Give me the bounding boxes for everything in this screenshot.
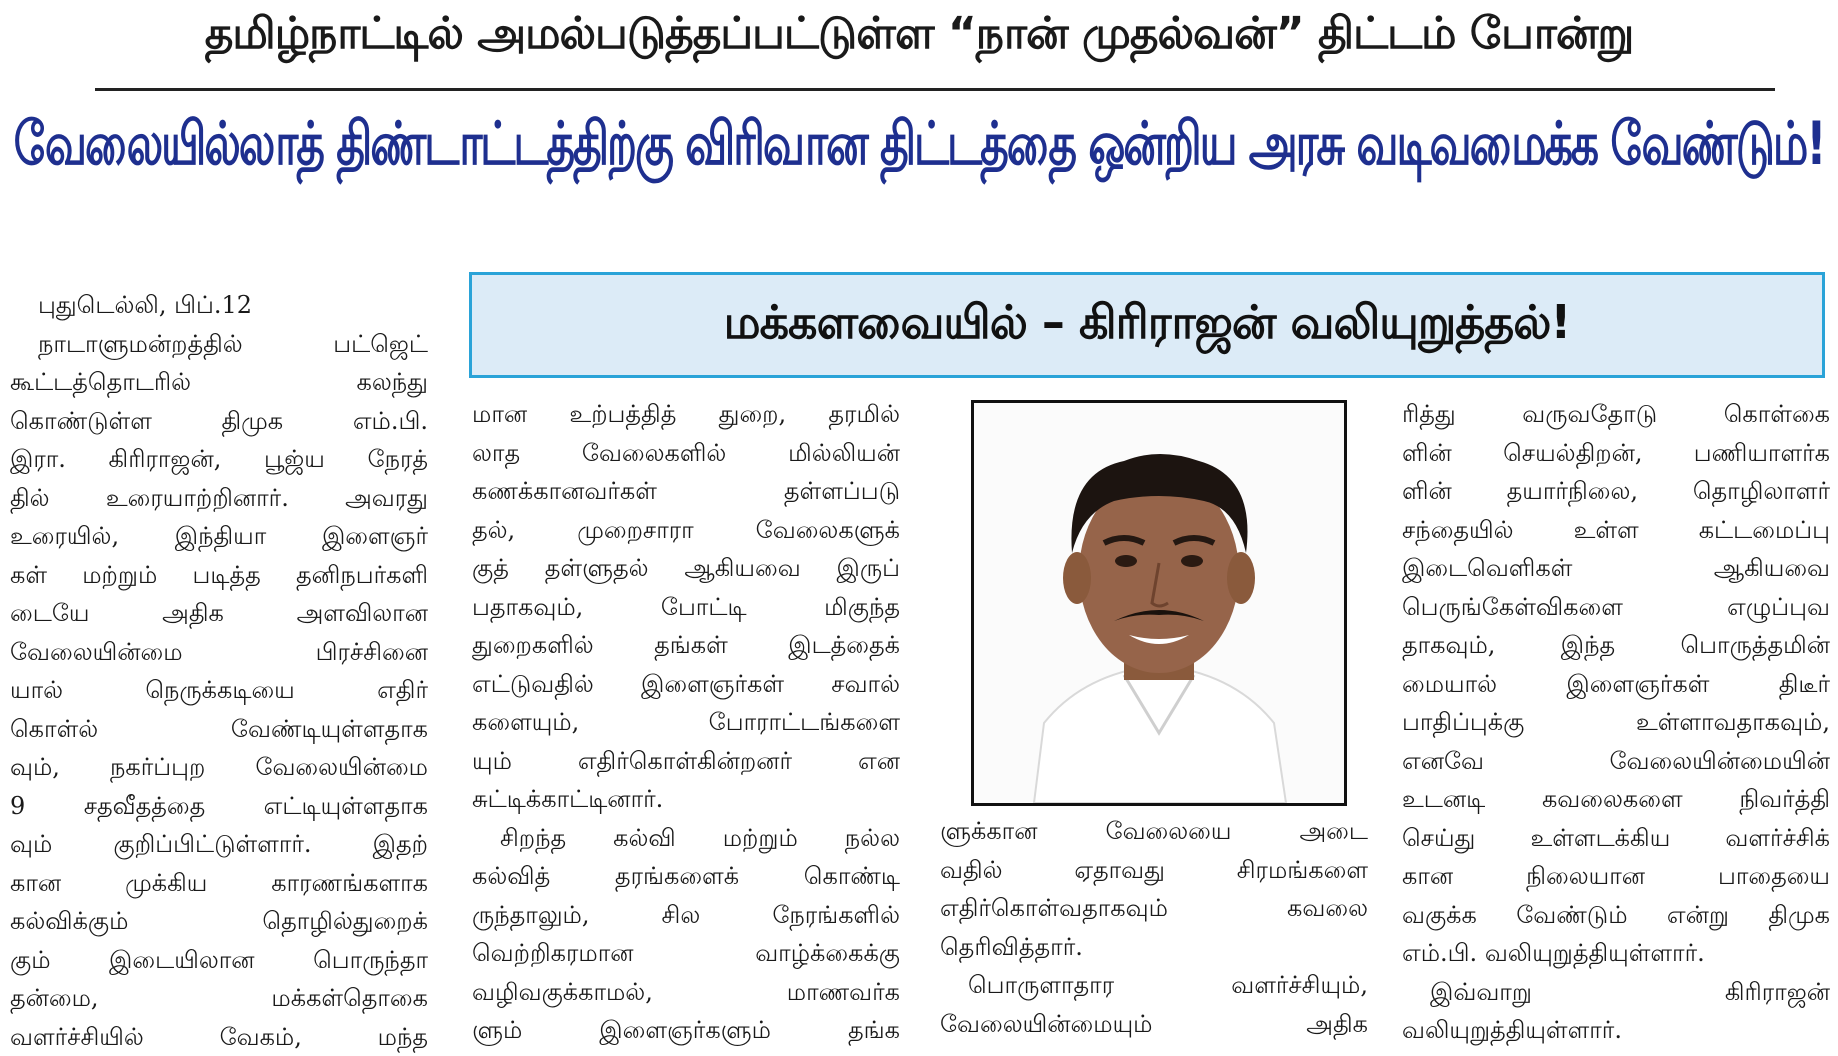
text-line: பெருங்கேள்விகளை எழுப்புவ: [1402, 588, 1830, 627]
text-line: கும் இடையிலான பொருந்தா: [10, 941, 428, 980]
text-line: ளின் தயார்நிலை, தொழிலாளர்: [1402, 472, 1830, 511]
text-line: சிறந்த கல்வி மற்றும் நல்ல: [472, 819, 900, 858]
portrait-illustration: [974, 403, 1344, 803]
text-line: மையால் இளைஞர்கள் திடீர்: [1402, 665, 1830, 704]
text-line: வழிவகுக்காமல், மாணவர்க: [472, 973, 900, 1012]
text-line: களையும், போராட்டங்களை: [472, 703, 900, 742]
text-line: கல்வித் தரங்களைக் கொண்டி: [472, 857, 900, 896]
text-line: கான நிலையான பாதையை: [1402, 857, 1830, 896]
text-line: பாதிப்புக்கு உள்ளாவதாகவும்,: [1402, 703, 1830, 742]
text-line: தல், முறைசாரா வேலைகளுக்: [472, 511, 900, 550]
text-line: தன்மை, மக்கள்தொகை: [10, 979, 428, 1018]
text-line: வகுக்க வேண்டும் என்று திமுக: [1402, 896, 1830, 935]
text-line: மான உற்பத்தித் துறை, தரமில்: [472, 395, 900, 434]
text-line: இரா. கிரிராஜன், பூஜ்ய நேரத்: [10, 440, 428, 479]
text-line: செய்து உள்ளடக்கிய வளர்ச்சிக்: [1402, 819, 1830, 858]
text-line: ளும் இளைஞர்களும் தங்க: [472, 1011, 900, 1050]
text-line: லாத வேலைகளில் மில்லியன்: [472, 434, 900, 473]
article-column-4: [1402, 395, 1830, 1050]
text-line: துறைகளில் தங்கள் இடத்தைக்: [472, 626, 900, 665]
text-line: எட்டுவதில் இளைஞர்கள் சவால்: [472, 665, 900, 704]
text-line: இவ்வாறு கிரிராஜன்: [1402, 973, 1830, 1012]
text-line: பதாகவும், போட்டி மிகுந்த: [472, 588, 900, 627]
text-line: வதில் ஏதாவது சிரமங்களை: [940, 851, 1368, 890]
text-line: கொள்ல் வேண்டியுள்ளதாக: [10, 710, 428, 749]
text-line: சுட்டிக்காட்டினார்.: [472, 780, 900, 819]
text-line: உடனடி கவலைகளை நிவர்த்தி: [1402, 780, 1830, 819]
text-line: ளின் செயல்திறன், பணியாளர்க: [1402, 434, 1830, 473]
text-line: வும், நகர்ப்புற வேலையின்மை: [10, 748, 428, 787]
text-line: யும் எதிர்கொள்கின்றனர் என: [472, 742, 900, 781]
text-line: கள் மற்றும் படித்த தனிநபர்களி: [10, 556, 428, 595]
kicker-rule: [95, 88, 1775, 91]
text-line: கான முக்கிய காரணங்களாக: [10, 864, 428, 903]
text-line: வலியுறுத்தியுள்ளார்.: [1402, 1011, 1830, 1050]
text-line: ளுக்கான வேலையை அடை: [940, 812, 1368, 851]
text-line: தில் உரையாற்றினார். அவரது: [10, 479, 428, 518]
article-column-2: [472, 395, 900, 1050]
text-line: எதிர்கொள்வதாகவும் கவலை: [940, 889, 1368, 928]
text-line: ரித்து வருவதோடு கொள்கை: [1402, 395, 1830, 434]
dateline: புதுடெல்லி, பிப்.12: [10, 286, 428, 325]
text-line: எம்.பி. வலியுறுத்தியுள்ளார்.: [1402, 934, 1830, 973]
text-line: வெற்றிகரமான வாழ்க்கைக்கு: [472, 934, 900, 973]
text-line: பொருளாதார வளர்ச்சியும்,: [940, 966, 1368, 1005]
kicker-headline: தமிழ்நாட்டில் அமல்படுத்தப்பட்டுள்ள “நான் முதல்வன்” திட்டம் போன்று: [0, 8, 1838, 65]
text-line: கூட்டத்தொடரில் கலந்து: [10, 363, 428, 402]
text-line: ருந்தாலும், சில நேரங்களில்: [472, 896, 900, 935]
text-line: நாடாளுமன்றத்தில் பட்ஜெட்: [10, 325, 428, 364]
subheadline-box: [469, 272, 1825, 378]
text-line: கல்விக்கும் தொழில்துறைக்: [10, 902, 428, 941]
article-column-1: [10, 286, 428, 1056]
text-line: தெரிவித்தார்.: [940, 928, 1368, 967]
text-line: 9 சதவீதத்தை எட்டியுள்ளதாக: [10, 787, 428, 826]
text-line: வும் குறிப்பிட்டுள்ளார். இதற்: [10, 825, 428, 864]
text-line: டையே அதிக அளவிலான: [10, 594, 428, 633]
text-line: யால் நெருக்கடியை எதிர்: [10, 671, 428, 710]
subheadline: மக்களவையில் – கிரிராஜன் வலியுறுத்தல்!: [724, 295, 1571, 356]
text-line: சந்தையில் உள்ள கட்டமைப்பு: [1402, 511, 1830, 550]
main-headline: வேலையில்லாத் திண்டாட்டத்திற்கு விரிவான திட்டத்தை ஒன்றிய அரசு வடிவமைக்க வேண்டும்!: [0, 110, 1838, 187]
text-line: வளர்ச்சியில் வேகம், மந்த: [10, 1018, 428, 1056]
text-line: கணக்கானவர்கள் தள்ளப்படு: [472, 472, 900, 511]
text-line: இடைவெளிகள் ஆகியவை: [1402, 549, 1830, 588]
text-line: வேலையின்மை பிரச்சினை: [10, 633, 428, 672]
text-line: எனவே வேலையின்மையின்: [1402, 742, 1830, 781]
text-line: தாகவும், இந்த பொருத்தமின்: [1402, 626, 1830, 665]
text-line: குத் தள்ளுதல் ஆகியவை இருப்: [472, 549, 900, 588]
text-line: கொண்டுள்ள திமுக எம்.பி.: [10, 402, 428, 441]
article-column-3: [940, 812, 1368, 1043]
text-line: உரையில், இந்தியா இளைஞர்: [10, 517, 428, 556]
text-line: வேலையின்மையும் அதிக: [940, 1005, 1368, 1044]
portrait-photo: [971, 400, 1347, 806]
